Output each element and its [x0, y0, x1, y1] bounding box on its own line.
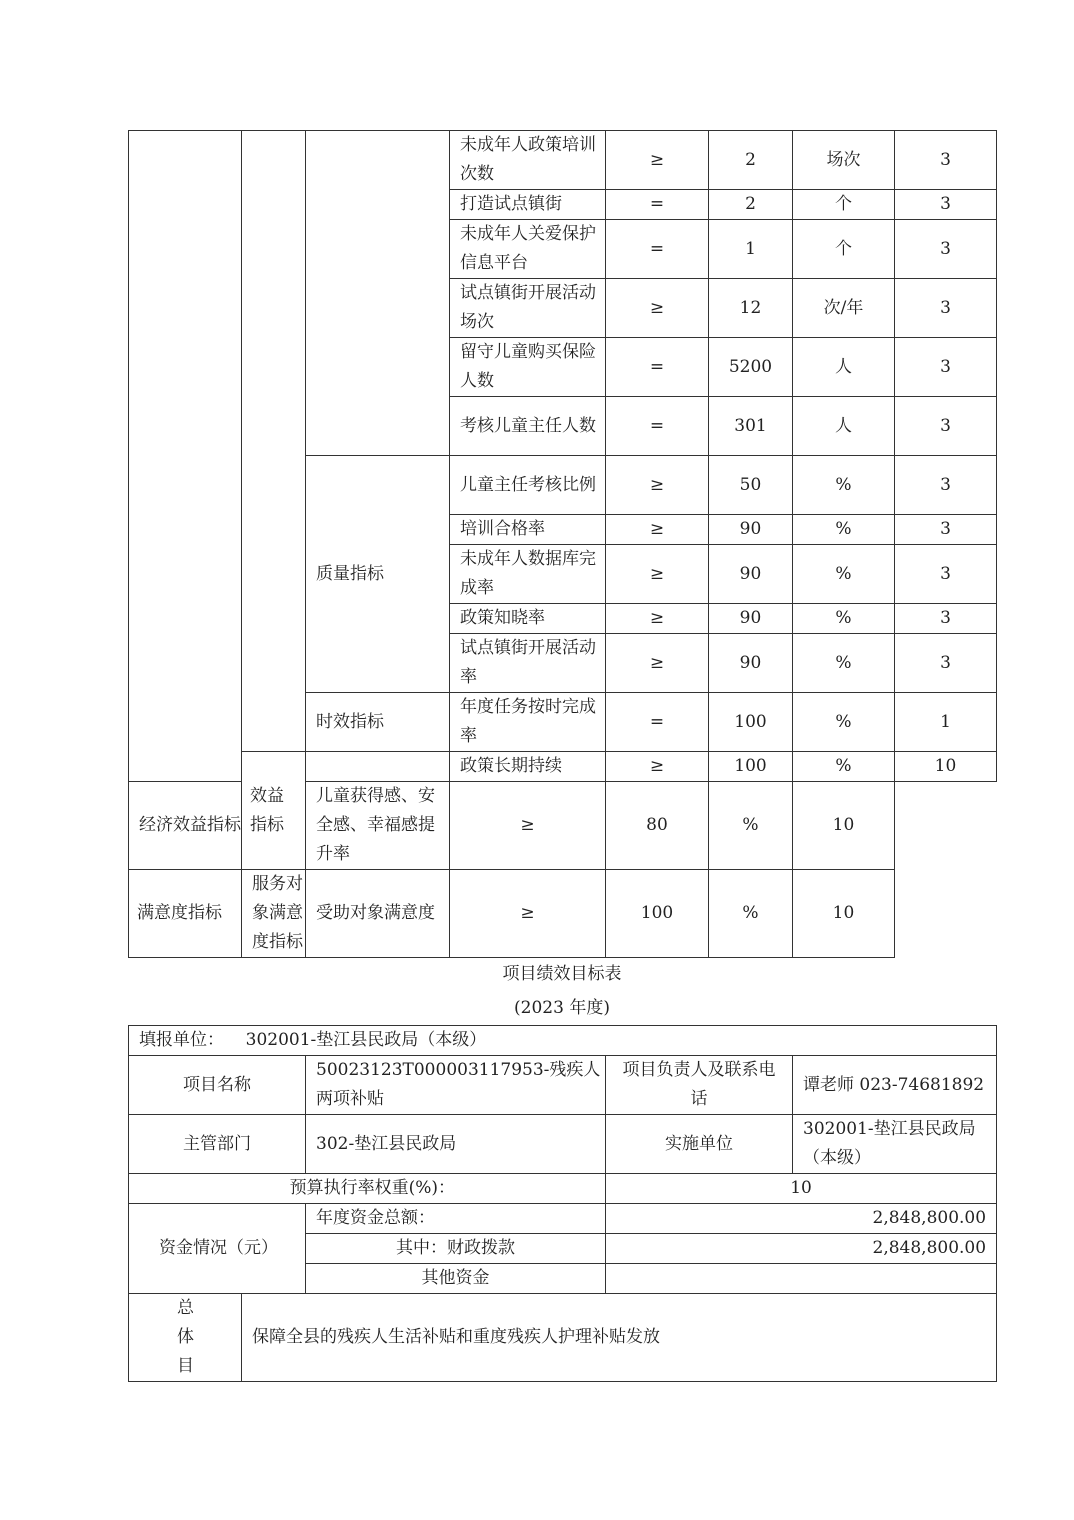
- quality-label: 质量指标: [306, 456, 450, 693]
- indicator-name: 受助对象满意度: [306, 870, 450, 958]
- operator: ≥: [606, 279, 709, 338]
- service-label: 服务对象满意度指标: [242, 870, 306, 958]
- weight: 3: [895, 634, 997, 693]
- unit: %: [793, 545, 895, 604]
- operator: =: [606, 693, 709, 752]
- weight: 3: [895, 604, 997, 634]
- project-name-label: 项目名称: [129, 1056, 306, 1115]
- indicator-name: 儿童主任考核比例: [450, 456, 606, 515]
- operator: ≥: [450, 870, 606, 958]
- unit: 次/年: [793, 279, 895, 338]
- table-row: [129, 1115, 997, 1174]
- indicator-table: [128, 130, 997, 958]
- fiscal-value: 2,848,800.00: [606, 1234, 997, 1264]
- weight: 3: [895, 279, 997, 338]
- other-label: 其他资金: [306, 1264, 606, 1294]
- table-row: [129, 1026, 997, 1056]
- unit: %: [793, 604, 895, 634]
- indicator-name: 培训合格率: [450, 515, 606, 545]
- blank-cell: [306, 131, 450, 456]
- unit: 场次: [793, 131, 895, 190]
- goal-label: 总体目: [129, 1294, 242, 1382]
- indicator-name: 未成年人数据库完成率: [450, 545, 606, 604]
- table-row: [129, 1294, 997, 1382]
- indicator-name: 年度任务按时完成率: [450, 693, 606, 752]
- unit: %: [793, 752, 895, 782]
- indicator-name: 留守儿童购买保险人数: [450, 338, 606, 397]
- unit: %: [709, 870, 793, 958]
- other-value: [606, 1264, 997, 1294]
- target-value: 12: [709, 279, 793, 338]
- operator: ≥: [606, 752, 709, 782]
- target-value: 2: [709, 131, 793, 190]
- weight: 10: [793, 782, 895, 870]
- weight: 3: [895, 220, 997, 279]
- operator: ≥: [606, 515, 709, 545]
- operator: =: [606, 338, 709, 397]
- operator: ≥: [606, 456, 709, 515]
- target-value: 5200: [709, 338, 793, 397]
- weight: 3: [895, 545, 997, 604]
- contact-label: 项目负责人及联系电话: [606, 1056, 793, 1115]
- target-value: 100: [709, 693, 793, 752]
- project-form-table: [128, 1025, 997, 1382]
- indicator-name: 试点镇街开展活动场次: [450, 279, 606, 338]
- budget-weight-label: 预算执行率权重(%)：: [129, 1174, 606, 1204]
- target-value: 50: [709, 456, 793, 515]
- reporting-unit: [129, 1026, 997, 1056]
- operator: =: [606, 397, 709, 456]
- total-label: 年度资金总额：: [306, 1204, 606, 1234]
- indicator-name: 试点镇街开展活动率: [450, 634, 606, 693]
- target-value: 90: [709, 634, 793, 693]
- target-value: 90: [709, 515, 793, 545]
- operator: ≥: [606, 604, 709, 634]
- funds-label: 资金情况（元）: [129, 1204, 306, 1294]
- unit: %: [793, 634, 895, 693]
- unit: %: [793, 515, 895, 545]
- target-value: 80: [606, 782, 709, 870]
- operator: ≥: [606, 545, 709, 604]
- table-row: [129, 1174, 997, 1204]
- indicator-name: 未成年人关爱保护信息平台: [450, 220, 606, 279]
- impl-value: 302001-垫江县民政局（本级）: [793, 1115, 997, 1174]
- indicator-name: 儿童获得感、安全感、幸福感提升率: [306, 782, 450, 870]
- target-value: 100: [709, 752, 793, 782]
- economic-label: 经济效益指标: [129, 782, 242, 870]
- reporting-unit-value: 302001-垫江县民政局（本级）: [245, 1030, 487, 1050]
- benefit-label: 效益指标: [242, 752, 306, 870]
- weight: 3: [895, 131, 997, 190]
- table-row: [129, 131, 997, 190]
- total-value: 2,848,800.00: [606, 1204, 997, 1234]
- unit: 人: [793, 338, 895, 397]
- target-value: 100: [606, 870, 709, 958]
- indicator-name: 政策长期持续: [450, 752, 606, 782]
- project-name-value: 50023123T000003117953-残疾人两项补贴: [306, 1056, 606, 1115]
- target-value: 90: [709, 545, 793, 604]
- operator: ≥: [606, 634, 709, 693]
- timeliness-label: 时效指标: [306, 693, 450, 752]
- target-value: 2: [709, 190, 793, 220]
- form-year: (2023 年度): [514, 998, 610, 1018]
- form-title: 项目绩效目标表: [502, 964, 622, 984]
- unit: %: [793, 456, 895, 515]
- table-row: [129, 1204, 997, 1234]
- indicator-name: 政策知晓率: [450, 604, 606, 634]
- contact-value: 谭老师 023-74681892: [793, 1056, 997, 1115]
- operator: =: [606, 190, 709, 220]
- operator: ≥: [606, 131, 709, 190]
- weight: 3: [895, 397, 997, 456]
- blank-cell: [242, 131, 306, 752]
- indicator-name: 考核儿童主任人数: [450, 397, 606, 456]
- table-row: [129, 752, 997, 782]
- table-row: [129, 1056, 997, 1115]
- weight: 3: [895, 190, 997, 220]
- goal-value: 保障全县的残疾人生活补贴和重度残疾人护理补贴发放: [242, 1294, 997, 1382]
- unit: 个: [793, 190, 895, 220]
- weight: 1: [895, 693, 997, 752]
- operator: =: [606, 220, 709, 279]
- indicator-name: 打造试点镇街: [450, 190, 606, 220]
- table-row: [129, 870, 997, 958]
- operator: ≥: [450, 782, 606, 870]
- weight: 10: [895, 752, 997, 782]
- blank-cell: [129, 131, 242, 782]
- impl-label: 实施单位: [606, 1115, 793, 1174]
- unit: %: [793, 693, 895, 752]
- target-value: 301: [709, 397, 793, 456]
- unit: 人: [793, 397, 895, 456]
- weight: 3: [895, 456, 997, 515]
- weight: 3: [895, 338, 997, 397]
- indicator-name: 未成年人政策培训次数: [450, 131, 606, 190]
- unit: 个: [793, 220, 895, 279]
- fiscal-label: 其中：财政拨款: [306, 1234, 606, 1264]
- target-value: 1: [709, 220, 793, 279]
- dept-value: 302-垫江县民政局: [306, 1115, 606, 1174]
- reporting-unit-label: 填报单位：: [139, 1030, 224, 1050]
- weight: 3: [895, 515, 997, 545]
- target-value: 90: [709, 604, 793, 634]
- budget-weight-value: 10: [606, 1174, 997, 1204]
- unit: %: [709, 782, 793, 870]
- weight: 10: [793, 870, 895, 958]
- satisfaction-label: 满意度指标: [129, 870, 242, 958]
- blank-cell: [306, 752, 450, 782]
- dept-label: 主管部门: [129, 1115, 306, 1174]
